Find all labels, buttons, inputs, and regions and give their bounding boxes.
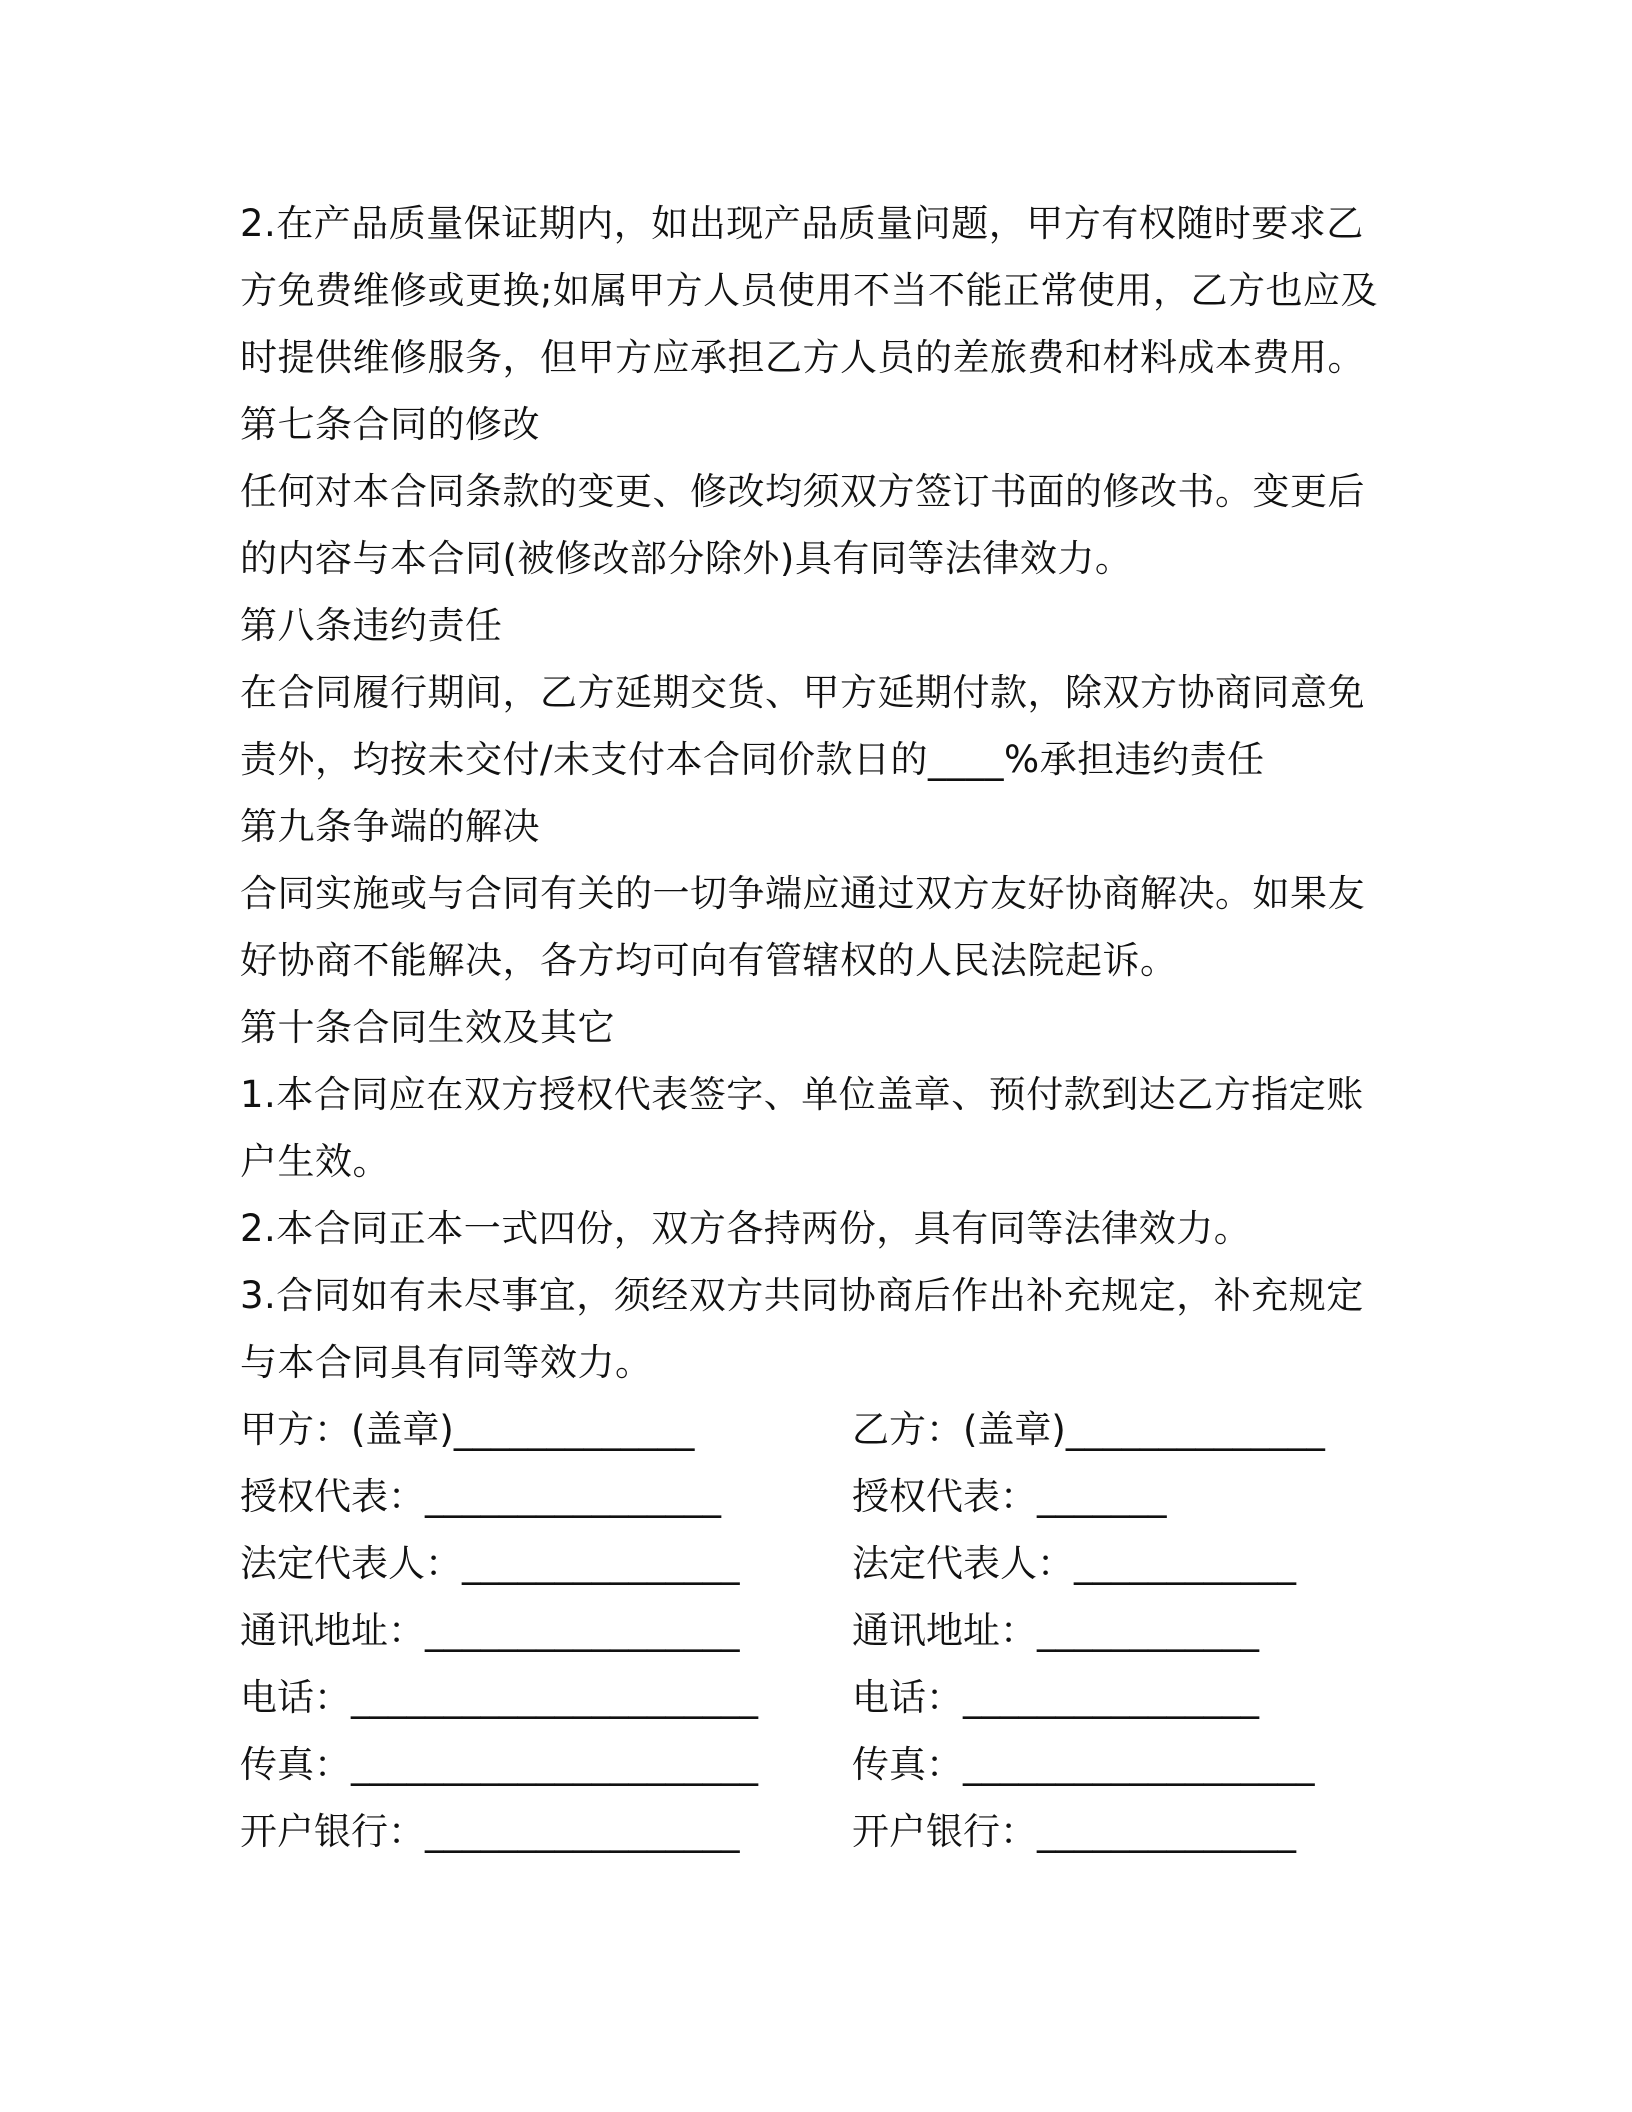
party-a-address: 通讯地址：_________________ bbox=[240, 1609, 740, 1652]
party-a-seal: 甲方：(盖章)_____________ bbox=[240, 1408, 695, 1451]
party-b-legal-rep: 法定代表人：____________ bbox=[852, 1542, 1296, 1585]
party-a-authorized-rep: 授权代表：________________ bbox=[240, 1475, 721, 1518]
contract-page bbox=[240, 190, 1410, 1865]
signature-row-seal bbox=[240, 1396, 1410, 1463]
signature-row-bank bbox=[240, 1798, 1410, 1865]
clause-6-item-2-line-1: 2.在产品质量保证期内，如出现产品质量问题，甲方有权随时要求乙 bbox=[240, 202, 1364, 245]
clause-8-text-line-2: 责外，均按未交付/未支付本合同价款日的____%承担违约责任 bbox=[240, 738, 1265, 781]
clause-9-text-line-1: 合同实施或与合同有关的一切争端应通过双方友好协商解决。如果友 bbox=[240, 872, 1365, 915]
party-a-legal-rep: 法定代表人：_______________ bbox=[240, 1542, 740, 1585]
signature-row-legal-rep bbox=[240, 1530, 1410, 1597]
clause-7-text-line-2: 的内容与本合同(被修改部分除外)具有同等法律效力。 bbox=[240, 537, 1133, 580]
party-b-authorized-rep: 授权代表：_______ bbox=[852, 1475, 1167, 1518]
party-b-seal: 乙方：(盖章)______________ bbox=[852, 1408, 1325, 1451]
signature-row-phone bbox=[240, 1664, 1410, 1731]
party-b-address: 通讯地址：____________ bbox=[852, 1609, 1259, 1652]
clause-7-heading: 第七条合同的修改 bbox=[240, 403, 540, 446]
clause-8-text-line-1: 在合同履行期间，乙方延期交货、甲方延期付款，除双方协商同意免 bbox=[240, 671, 1365, 714]
clause-10-item-3-line-2: 与本合同具有同等效力。 bbox=[240, 1341, 653, 1384]
party-a-fax: 传真：______________________ bbox=[240, 1743, 758, 1786]
party-a-phone: 电话：______________________ bbox=[240, 1676, 758, 1719]
clause-10-item-1-line-2: 户生效。 bbox=[240, 1140, 390, 1183]
party-b-fax: 传真：___________________ bbox=[852, 1743, 1315, 1786]
party-a-bank: 开户银行：_________________ bbox=[240, 1810, 740, 1853]
clause-6-item-2-line-3: 时提供维修服务，但甲方应承担乙方人员的差旅费和材料成本费用。 bbox=[240, 336, 1365, 379]
signature-row-authorized-rep bbox=[240, 1463, 1410, 1530]
clause-6-item-2-line-2: 方免费维修或更换;如属甲方人员使用不当不能正常使用，乙方也应及 bbox=[240, 269, 1378, 312]
party-b-bank: 开户银行：______________ bbox=[852, 1810, 1296, 1853]
clause-10-item-1-line-1: 1.本合同应在双方授权代表签字、单位盖章、预付款到达乙方指定账 bbox=[240, 1073, 1364, 1116]
clause-8-heading: 第八条违约责任 bbox=[240, 604, 503, 647]
clause-7-text-line-1: 任何对本合同条款的变更、修改均须双方签订书面的修改书。变更后 bbox=[240, 470, 1365, 513]
clause-9-heading: 第九条争端的解决 bbox=[240, 805, 540, 848]
clause-10-item-3-line-1: 3.合同如有未尽事宜，须经双方共同协商后作出补充规定，补充规定 bbox=[240, 1274, 1364, 1317]
signature-row-address bbox=[240, 1597, 1410, 1664]
party-b-phone: 电话：________________ bbox=[852, 1676, 1259, 1719]
signature-row-fax bbox=[240, 1731, 1410, 1798]
clause-10-item-2: 2.本合同正本一式四份，双方各持两份，具有同等法律效力。 bbox=[240, 1207, 1252, 1250]
clause-9-text-line-2: 好协商不能解决，各方均可向有管辖权的人民法院起诉。 bbox=[240, 939, 1178, 982]
clause-10-heading: 第十条合同生效及其它 bbox=[240, 1006, 615, 1049]
